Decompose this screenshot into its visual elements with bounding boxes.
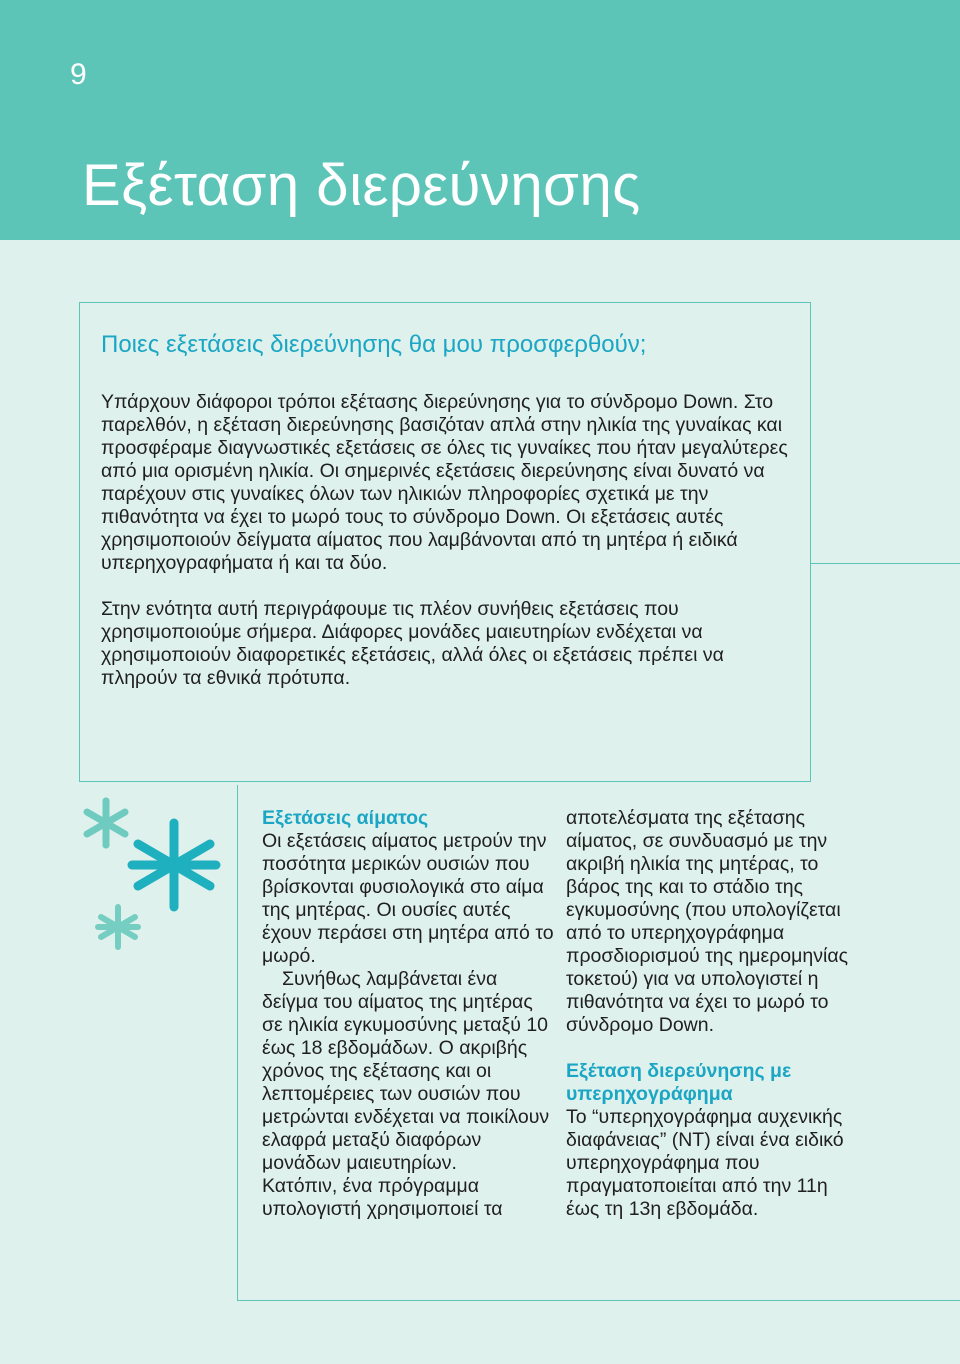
intro-box [79, 302, 811, 782]
bottom-asterisk-icon [98, 907, 138, 947]
page-title: Εξέταση διερεύνησης [82, 153, 641, 218]
blood-tests-paragraph-3: Κατόπιν, ένα πρόγραμμα υπολογιστή χρησιμοποιεί τα [262, 1175, 503, 1220]
asterisk-decoration-icon [76, 795, 226, 970]
intro-paragraph-2: Στην ενότητα αυτή περιγράφουμε τις πλέον συνήθεις εξετάσεις που χρησιμοποιούμε σήμερα. Διάφορες μονάδες μαιευτηρίων ενδέχεται να χρησιμοποιούν διαφορετικές εξετάσεις, αλλά όλες οι εξετάσεις πρέπει να πληρούν τα εθνικά πρότυπα. [101, 598, 724, 689]
blood-tests-paragraph-1: Οι εξετάσεις αίματος μετρούν την ποσότητα μερικών ουσιών που βρίσκονται φυσιολογικά στο αίμα της μητέρας. Οι ουσίες αυτές έχουν περάσει στη μητέρα από το μωρό. [262, 830, 554, 967]
page-number: 9 [70, 58, 87, 91]
left-column [262, 807, 554, 1221]
blood-tests-continuation: αποτελέσματα της εξέτασης αίματος, σε συνδυασμό με την ακριβή ηλικία της μητέρας, το βάρος της και το στάδιο της εγκυμοσύνης (που υπολογίζεται από το υπερηχογράφημα προσδιορισμού της ημερομηνίας τοκετού) για να υπολογιστεί η πιθανότητα να έχει το μωρό το σύνδρομο Down. [566, 807, 848, 1036]
side-rule [811, 563, 960, 564]
right-column [566, 807, 866, 1221]
header-band [0, 0, 960, 240]
intro-paragraph-1: Υπάρχουν διάφοροι τρόποι εξέτασης διερεύνησης για το σύνδρομο Down. Στο παρελθόν, η εξέταση διερεύνησης βασιζόταν απλά στην ηλικία της γυναίκας και προσφέραμε διαγνωστικές εξετάσεις σε όλες τις γυναίκες που ήταν μεγαλύτερες από μια ορισμένη ηλικία. Οι σημερινές εξετάσεις διερεύνησης είναι δυνατό να παρέχουν στις γυναίκες όλων των ηλικιών πληροφορίες σχετικά με την πιθανότητα να έχει το μωρό τους το σύνδρομο Down. Οι εξετάσεις αυτές χρησιμοποιούν δείγματα αίματος που λαμβάνονται από τη μητέρα ή ειδικά υπερηχογραφήματα ή και τα δύο. [101, 391, 788, 574]
intro-text [101, 391, 801, 690]
large-asterisk-icon [132, 823, 216, 907]
small-asterisk-icon [87, 801, 125, 845]
blood-tests-paragraph-2: Συνήθως λαμβάνεται ένα δείγμα του αίματος της μητέρας σε ηλικία εγκυμοσύνης μεταξύ 10 έως 18 εβδομάδων. Ο ακριβής χρόνος της εξέτασης και οι λεπτομέρειες των ουσιών που μετρώνται ενδέχεται να ποικίλουν ελαφρά μεταξύ διαφόρων μονάδων μαιευτηρίων. [262, 968, 550, 1174]
ultrasound-paragraph: Το “υπερηχογράφημα αυχενικής διαφάνειας” (NT) είναι ένα ειδικό υπερηχογράφημα που πραγματοποιείται από την 11η έως τη 13η εβδομάδα. [566, 1106, 844, 1220]
blood-tests-heading: Εξετάσεις αίματος [262, 807, 429, 829]
intro-heading: Ποιες εξετάσεις διερεύνησης θα μου προσφερθούν; [101, 331, 647, 358]
ultrasound-heading: Εξέταση διερεύνησης με υπερηχογράφημα [566, 1060, 792, 1105]
